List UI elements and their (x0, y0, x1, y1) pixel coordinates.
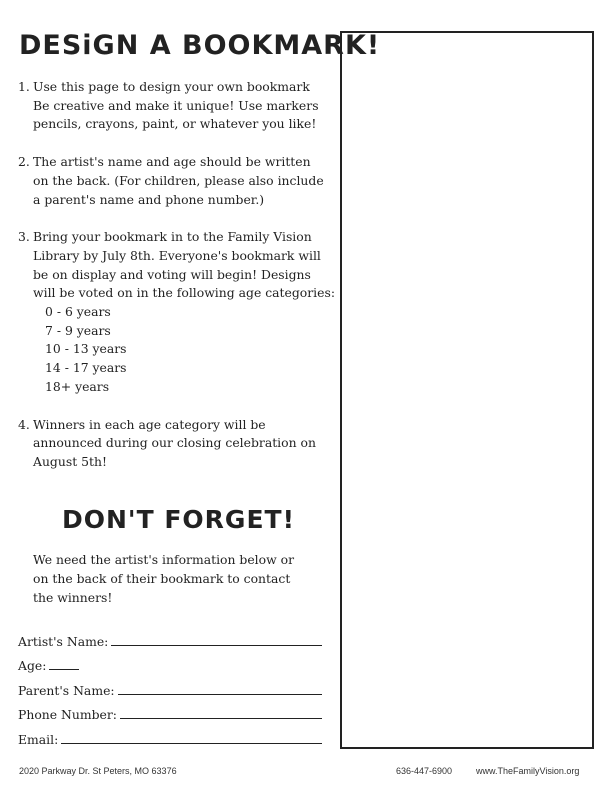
step-3 (18, 228, 336, 396)
step-2 (18, 153, 336, 209)
email-label: Email: (18, 731, 59, 747)
step-4 (18, 416, 336, 472)
step-line: 2. The artist's name and age should be written (18, 153, 336, 172)
step-line: Be creative and make it unique! Use markers (33, 97, 319, 113)
email-field[interactable] (61, 742, 322, 744)
step-line: 4. Winners in each age category will be (18, 416, 336, 435)
step-number: 3. (18, 229, 30, 245)
age-category: 0 - 6 years (45, 304, 111, 320)
age-label: Age: (18, 658, 47, 673)
age-category: 7 - 9 years (45, 322, 111, 338)
age-category: 14 - 17 years (45, 360, 127, 376)
reminder-text (33, 550, 294, 607)
footer-phone: 636-447-6900 (396, 766, 453, 776)
parent-name-label: Parent's Name: (18, 682, 115, 698)
age-row (18, 649, 322, 674)
reminder-line: on the back of their bookmark to contact (33, 571, 291, 586)
parent-name-field[interactable] (118, 693, 322, 695)
step-line: 3. Bring your bookmark in to the Family Vision (18, 228, 336, 247)
step-1 (18, 78, 336, 134)
artist-info-form (18, 624, 322, 747)
age-category: 18+ years (45, 378, 110, 394)
phone-field[interactable] (120, 717, 322, 719)
parent-name-row (18, 673, 322, 698)
step-line: announced during our closing celebration on (33, 435, 316, 451)
age-category: 10 - 13 years (45, 341, 127, 357)
artist-name-label: Artist's Name: (18, 633, 109, 649)
reminder-line: We need the artist's information below or (33, 552, 295, 567)
step-number: 2. (18, 154, 30, 170)
phone-row (18, 698, 322, 723)
step-line: pencils, crayons, paint, or whatever you like! (33, 116, 317, 132)
page-title: DESiGN A BOOKMARK! (19, 30, 381, 61)
reminder-line: the winners! (33, 590, 113, 605)
age-categories (18, 303, 336, 397)
step-line: on the back. (For children, please also include (33, 172, 324, 188)
step-line: a parent's name and phone number.) (33, 191, 265, 207)
footer-address: 2020 Parkway Dr. St Peters, MO 63376 (19, 766, 177, 776)
step-line: will be voted on in the following age categories: (33, 285, 335, 301)
step-number: 4. (18, 416, 30, 432)
step-line: Library by July 8th. Everyone's bookmark will (33, 247, 321, 263)
step-line: August 5th! (33, 453, 107, 469)
email-row (18, 722, 322, 747)
reminder-title: DON'T FORGET! (62, 505, 295, 534)
artist-name-field[interactable] (111, 644, 322, 646)
age-field[interactable] (49, 668, 79, 670)
instructions-list (18, 78, 336, 491)
step-line: 1. Use this page to design your own bookmark (18, 78, 336, 97)
footer-website: www.TheFamilyVision.org (476, 766, 580, 776)
phone-label: Phone Number: (18, 707, 117, 722)
step-line: be on display and voting will begin! Designs (33, 266, 311, 282)
artist-name-row (18, 624, 322, 649)
step-number: 1. (18, 79, 30, 94)
bookmark-design-area[interactable] (340, 31, 594, 749)
